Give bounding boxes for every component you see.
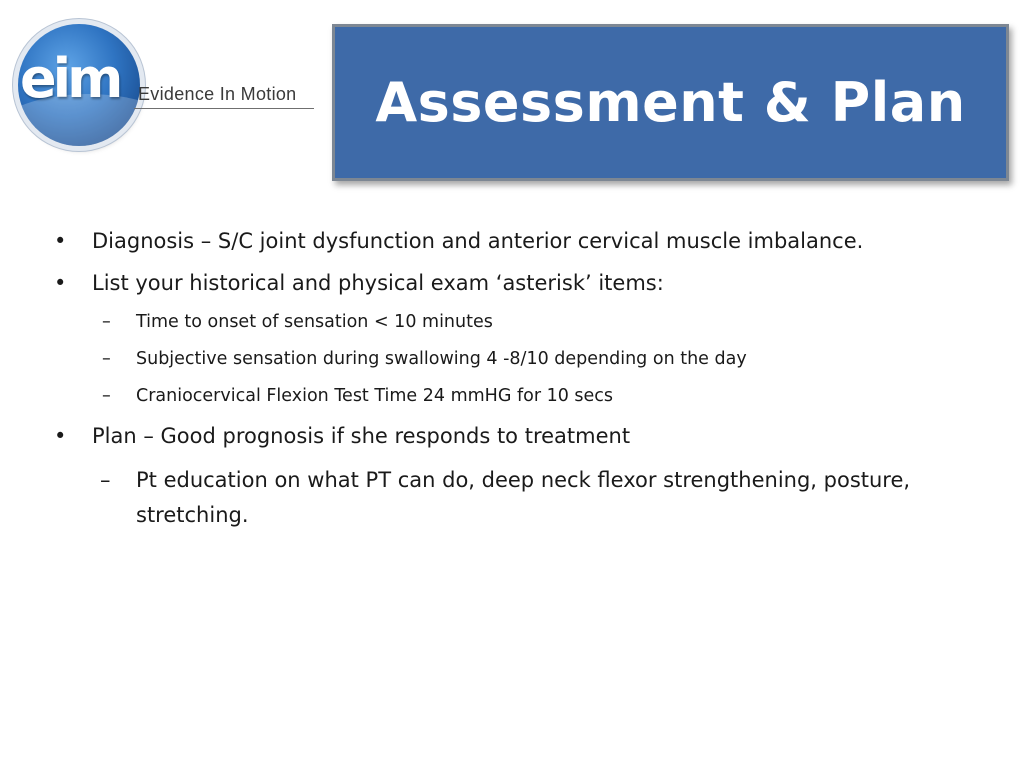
bullet-asterisk-items — [54, 268, 984, 298]
subbullet-pt-education — [54, 463, 984, 533]
subbullet-text: Craniocervical Flexion Test Time 24 mmHG for 10 secs — [136, 386, 614, 406]
subbullet-marker: – — [102, 386, 111, 406]
subbullet-marker: – — [100, 468, 111, 492]
slide-body — [54, 226, 984, 546]
subbullet-text: Time to onset of sensation < 10 minutes — [136, 312, 493, 332]
title-banner — [332, 24, 1009, 181]
bullet-plan — [54, 421, 984, 451]
bullet-text: Diagnosis – S/C joint dysfunction and anterior cervical muscle imbalance. — [92, 229, 864, 253]
bullet-marker: • — [54, 271, 67, 295]
slide-title: Assessment & Plan — [375, 71, 966, 134]
bullet-marker: • — [54, 229, 67, 253]
subbullet-text: Pt education on what PT can do, deep neck flexor strengthening, posture, stretching. — [136, 468, 911, 527]
bullet-text: List your historical and physical exam ‘asterisk’ items: — [92, 271, 664, 295]
logo-text: Evidence In Motion — [138, 84, 297, 104]
bullet-text: Plan – Good prognosis if she responds to treatment — [92, 424, 631, 448]
logo-mark: eim — [20, 47, 120, 110]
subbullet-marker: – — [102, 312, 111, 332]
logo-underline — [134, 108, 314, 109]
subbullet-flexion-test — [54, 384, 984, 408]
bullet-diagnosis — [54, 226, 984, 256]
subbullet-text: Subjective sensation during swallowing 4 -8/10 depending on the day — [136, 349, 747, 369]
subbullet-swallowing-sensation — [54, 347, 984, 371]
eim-logo — [14, 22, 324, 146]
bullet-marker: • — [54, 424, 67, 448]
subbullet-marker: – — [102, 349, 111, 369]
subbullet-onset-time — [54, 310, 984, 334]
